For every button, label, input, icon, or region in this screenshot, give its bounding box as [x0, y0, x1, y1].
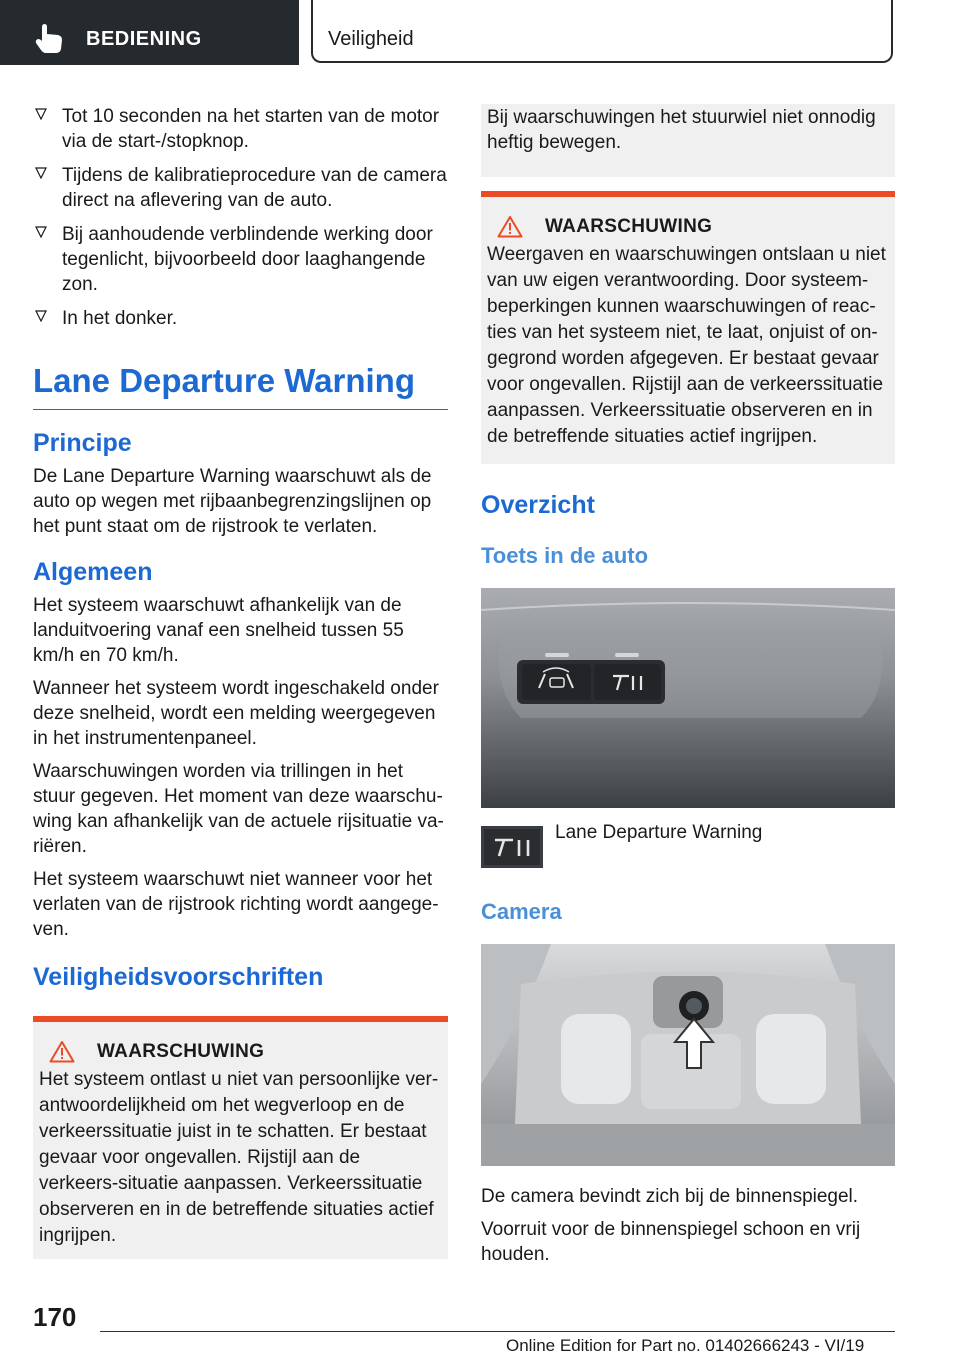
warning-text: Weergaven en waarschuwingen ontslaan u niet van uw eigen verantwoording. Door systeem‐beperkingen kunnen waarschuwingen of reac‐ties van het systeem niet, te laat, onjuist of on‐gegrond worden afgegeven. Er bestaat gevaar voor ongevallen. Rijstijl aan de verkeerssituatie aanpassen. Verkeerssituatie observeren en in de betreffende situaties actief ingrijpen.	[487, 244, 886, 447]
buttons-photo	[481, 588, 895, 808]
right-column	[481, 104, 895, 1275]
triangle-bullet-icon	[35, 108, 47, 120]
note-box	[481, 104, 895, 177]
list-item: Tijdens de kalibratieprocedure van de camera direct na aflevering van de auto.	[33, 163, 448, 213]
warning-title: WAARSCHUWING	[97, 1040, 265, 1062]
warning-text: Het systeem ontlast u niet van persoonlijke ver‐antwoordelijkheid om het wegverloop en de verkeerssituatie juist in te schatten. Er bestaat gevaar voor ongevallen. Rijstijl aan de verkeers‐situatie aanpassen. Verkeerssituatie observeren en in de betreffende situaties actief ingrijpen.	[39, 1069, 439, 1246]
toets-heading: Toets in de auto	[481, 543, 649, 568]
warning-title: WAARSCHUWING	[545, 215, 713, 237]
chapter-tab	[311, 0, 893, 63]
warning-triangle-icon	[497, 215, 523, 238]
title-divider	[33, 409, 448, 410]
note-text: Bij waarschuwingen het stuurwiel niet onnodig heftig bewegen.	[487, 107, 876, 153]
warning-box	[33, 1016, 448, 1259]
veiligheid-heading: Veiligheidsvoorschriften	[33, 963, 324, 991]
algemeen-paragraph: Het systeem waarschuwt afhankelijk van de landuitvoering vanaf een snelheid tussen 55 km/h en 70 km/h.	[33, 595, 404, 666]
buttons-illustration	[481, 588, 895, 808]
camera-illustration	[481, 944, 895, 1166]
triangle-bullet-icon	[35, 310, 47, 322]
page-number: 170	[33, 1302, 77, 1332]
triangle-bullet-icon	[35, 226, 47, 238]
algemeen-paragraph: Waarschuwingen worden via trillingen in het stuur gegeven. Het moment van deze waarschu‐wing kan afhankelijk van de actuele rijsituatie va‐riëren.	[33, 761, 444, 857]
principe-text: De Lane Departure Warning waarschuwt als de auto op wegen met rijbaanbegrenzingslijnen op het punt staat om de rijstrook te verlaten.	[33, 466, 432, 537]
lane-departure-warning-icon	[481, 826, 543, 868]
triangle-bullet-icon	[35, 167, 47, 179]
algemeen-paragraph: Het systeem waarschuwt niet wanneer voor het verlaten van de rijstrook richting wordt aangege‐ven.	[33, 869, 439, 940]
principe-heading: Principe	[33, 429, 132, 457]
camera-paragraph: De camera bevindt zich bij de binnenspiegel.	[481, 1186, 859, 1207]
chapter-title: Veiligheid	[328, 28, 414, 50]
edition-label: Online Edition for Part no. 01402666243 - VI/19	[506, 1336, 865, 1355]
algemeen-heading: Algemeen	[33, 558, 153, 586]
section-label: BEDIENING	[86, 28, 202, 50]
warning-triangle-icon	[49, 1040, 75, 1063]
left-column	[33, 104, 448, 1259]
list-item: In het donker.	[33, 306, 448, 331]
hand-pointer-icon	[34, 24, 74, 54]
camera-paragraph: Voorruit voor de binnenspiegel schoon en vrij houden.	[481, 1219, 861, 1265]
button-legend	[481, 822, 895, 868]
button-caption: Lane Departure Warning	[555, 822, 763, 843]
page-title: Lane Departure Warning	[33, 362, 415, 399]
list-item: Tot 10 seconden na het starten van de motor via de start-/stopknop.	[33, 104, 448, 154]
camera-heading: Camera	[481, 899, 562, 924]
algemeen-paragraph: Wanneer het systeem wordt ingeschakeld onder deze snelheid, wordt een melding weergegeven in het instrumentenpaneel.	[33, 678, 439, 749]
overzicht-heading: Overzicht	[481, 491, 595, 519]
list-item: Bij aanhoudende verblindende werking door tegenlicht, bijvoorbeeld door laaghangende zon.	[33, 222, 448, 297]
camera-photo	[481, 944, 895, 1166]
section-tab	[0, 0, 299, 65]
footer-divider	[100, 1331, 895, 1332]
warning-box	[481, 191, 895, 464]
